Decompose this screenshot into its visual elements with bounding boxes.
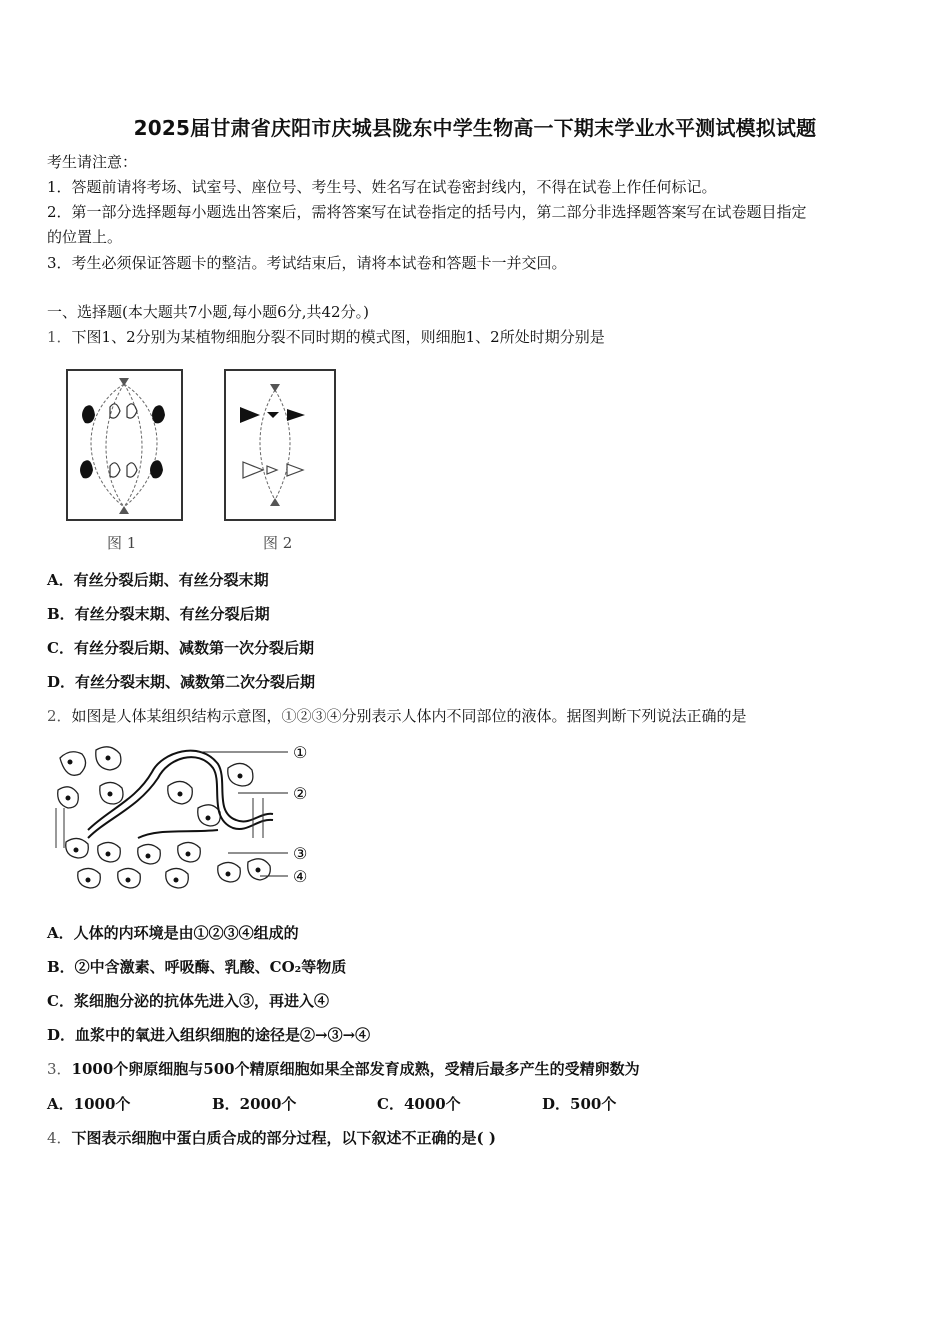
figure-2-label: 图 2 [263, 534, 293, 552]
section-heading: 一、选择题(本大题共7小题,每小题6分,共42分。) [47, 303, 369, 321]
figure-1-label: 图 1 [107, 534, 137, 552]
question-number: 3． [47, 1060, 72, 1078]
option-a[interactable]: A．1000个 [47, 1095, 131, 1113]
question-text: 下图表示细胞中蛋白质合成的部分过程，以下叙述不正确的是( ) [71, 1129, 496, 1147]
label-3: ③ [293, 844, 308, 863]
tissue-structure-figure [48, 738, 323, 898]
notice-heading: 考生请注意： [47, 153, 138, 171]
question-text: 如图是人体某组织结构示意图，①②③④分别表示人体内不同部位的液体。据图判断下列说法正确的是 [71, 707, 747, 725]
option-b[interactable]: B．②中含激素、呼吸酶、乳酸、CO₂等物质 [47, 958, 347, 976]
option-d[interactable]: D．500个 [542, 1095, 617, 1113]
question-4 [47, 1126, 496, 1150]
option-c[interactable]: C．有丝分裂后期、减数第一次分裂后期 [47, 639, 314, 657]
option-a[interactable]: A．有丝分裂后期、有丝分裂末期 [47, 571, 269, 589]
question-3 [47, 1057, 640, 1081]
option-c[interactable]: C．4000个 [377, 1095, 461, 1113]
question-2 [47, 704, 747, 728]
notice-item: 的位置上。 [47, 228, 123, 246]
notice-item: 1．答题前请将考场、试室号、座位号、考生号、姓名写在试卷密封线内，不得在试卷上作任何标记。 [47, 178, 717, 196]
notice-item: 2．第一部分选择题每小题选出答案后，需将答案写在试卷指定的括号内，第二部分非选择题答案写在试卷题目指定 [47, 203, 807, 221]
label-2: ② [293, 784, 308, 803]
option-d[interactable]: D．血浆中的氧进入组织细胞的途径是②→③→④ [47, 1026, 371, 1044]
option-d[interactable]: D．有丝分裂末期、减数第二次分裂后期 [47, 673, 316, 691]
label-1: ① [293, 743, 308, 762]
option-c[interactable]: C．浆细胞分泌的抗体先进入③，再进入④ [47, 992, 329, 1010]
label-4: ④ [293, 867, 308, 886]
page-title: 2025届甘肃省庆阳市庆城县陇东中学生物高一下期末学业水平测试模拟试题 [133, 116, 817, 140]
question-number: 1． [47, 328, 72, 346]
cell-division-figure [55, 362, 355, 552]
option-b[interactable]: B．2000个 [212, 1095, 297, 1113]
option-a[interactable]: A．人体的内环境是由①②③④组成的 [47, 924, 299, 942]
question-text: 下图1、2分别为某植物细胞分裂不同时期的模式图，则细胞1、2所处时期分别是 [71, 328, 605, 346]
notice-item: 3．考生必须保证答题卡的整洁。考试结束后，请将本试卷和答题卡一并交回。 [47, 254, 567, 272]
question-number: 4． [47, 1129, 72, 1147]
question-1 [47, 325, 605, 349]
option-b[interactable]: B．有丝分裂末期、有丝分裂后期 [47, 605, 270, 623]
question-number: 2． [47, 707, 72, 725]
question-text: 1000个卵原细胞与500个精原细胞如果全部发育成熟，受精后最多产生的受精卵数为 [71, 1060, 640, 1078]
